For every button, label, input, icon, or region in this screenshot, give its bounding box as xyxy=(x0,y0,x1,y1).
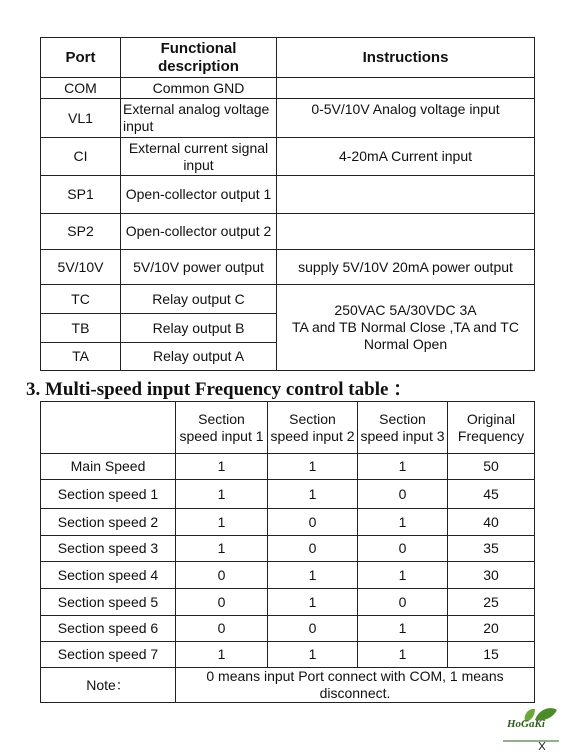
header-section-speed-input-2: Section speed input 2 xyxy=(268,402,358,454)
table-row xyxy=(41,509,535,536)
table-row xyxy=(41,616,535,642)
input-cell: 0 xyxy=(358,480,448,509)
instruction-cell: supply 5V/10V 20mA power output xyxy=(277,250,535,285)
port-cell: TC xyxy=(41,285,121,314)
input-cell: 0 xyxy=(176,562,268,589)
header-section-speed-input-1: Section speed input 1 xyxy=(176,402,268,454)
speed-name-cell: Section speed 6 xyxy=(41,616,176,642)
speed-name-cell: Section speed 5 xyxy=(41,589,176,616)
input-cell: 1 xyxy=(176,480,268,509)
header-functional-description: Functional description xyxy=(121,38,277,78)
instruction-cell: 4-20mA Current input xyxy=(277,138,535,176)
input-cell: 1 xyxy=(358,454,448,480)
frequency-cell: 50 xyxy=(448,454,535,480)
port-table-header xyxy=(41,38,535,78)
input-cell: 0 xyxy=(358,536,448,562)
input-cell: 1 xyxy=(176,536,268,562)
note-text: 0 means input Port connect with COM, 1 means disconnect. xyxy=(176,668,535,703)
port-cell: TA xyxy=(41,343,121,371)
port-cell: SP2 xyxy=(41,214,121,250)
input-cell: 0 xyxy=(358,589,448,616)
header-blank xyxy=(41,402,176,454)
function-cell: Relay output B xyxy=(121,314,277,343)
input-cell: 1 xyxy=(268,480,358,509)
speed-name-cell: Main Speed xyxy=(41,454,176,480)
table-row xyxy=(41,285,535,314)
input-cell: 1 xyxy=(176,454,268,480)
input-cell: 1 xyxy=(268,562,358,589)
input-cell: 0 xyxy=(268,509,358,536)
speed-name-cell: Section speed 3 xyxy=(41,536,176,562)
instruction-cell: 0-5V/10V Analog voltage input xyxy=(277,99,535,138)
frequency-cell: 20 xyxy=(448,616,535,642)
header-instructions: Instructions xyxy=(277,38,535,78)
relay-instruction-cell: 250VAC 5A/30VDC 3A TA and TB Normal Close ,TA and TC Normal Open xyxy=(277,285,535,371)
input-cell: 1 xyxy=(358,616,448,642)
frequency-cell: 30 xyxy=(448,562,535,589)
input-cell: 0 xyxy=(268,616,358,642)
speed-table-header xyxy=(41,402,535,454)
port-cell: 5V/10V xyxy=(41,250,121,285)
port-cell: COM xyxy=(41,78,121,99)
table-row xyxy=(41,562,535,589)
hogaki-logo xyxy=(497,706,563,750)
port-cell: TB xyxy=(41,314,121,343)
function-cell: Relay output C xyxy=(121,285,277,314)
function-cell: Relay output A xyxy=(121,343,277,371)
speed-table-body xyxy=(41,454,535,668)
input-cell: 1 xyxy=(268,642,358,668)
header-original-frequency: Original Frequency xyxy=(448,402,535,454)
port-table xyxy=(40,37,535,371)
port-cell: VL1 xyxy=(41,99,121,138)
function-cell: Common GND xyxy=(121,78,277,99)
header-section-speed-input-3: Section speed input 3 xyxy=(358,402,448,454)
table-row xyxy=(41,99,535,138)
input-cell: 1 xyxy=(268,454,358,480)
speed-name-cell: Section speed 7 xyxy=(41,642,176,668)
instruction-cell xyxy=(277,214,535,250)
function-cell: Open-collector output 1 xyxy=(121,176,277,214)
instruction-cell xyxy=(277,78,535,99)
table-row xyxy=(41,138,535,176)
input-cell: 1 xyxy=(176,509,268,536)
function-cell: Open-collector output 2 xyxy=(121,214,277,250)
table-row xyxy=(41,78,535,99)
header-port: Port xyxy=(41,38,121,78)
table-row xyxy=(41,480,535,509)
frequency-cell: 35 xyxy=(448,536,535,562)
table-row xyxy=(41,536,535,562)
table-row xyxy=(41,589,535,616)
note-row xyxy=(41,668,535,703)
logo-text: HoGaKi xyxy=(507,718,545,730)
section-heading: 3. Multi-speed input Frequency control table ： xyxy=(26,379,413,400)
note-label: Note： xyxy=(41,668,176,703)
port-cell: SP1 xyxy=(41,176,121,214)
input-cell: 1 xyxy=(176,642,268,668)
table-row xyxy=(41,250,535,285)
input-cell: 1 xyxy=(358,562,448,589)
speed-name-cell: Section speed 1 xyxy=(41,480,176,509)
function-cell: External analog voltage input xyxy=(121,99,277,138)
input-cell: 1 xyxy=(358,642,448,668)
table-row xyxy=(41,454,535,480)
instruction-cell xyxy=(277,176,535,214)
input-cell: 0 xyxy=(176,616,268,642)
input-cell: 0 xyxy=(176,589,268,616)
frequency-cell: 45 xyxy=(448,480,535,509)
table-row xyxy=(41,642,535,668)
speed-table xyxy=(40,401,535,703)
frequency-cell: 25 xyxy=(448,589,535,616)
input-cell: 1 xyxy=(268,589,358,616)
input-cell: 0 xyxy=(268,536,358,562)
speed-name-cell: Section speed 4 xyxy=(41,562,176,589)
port-cell: CI xyxy=(41,138,121,176)
function-cell: External current signal input xyxy=(121,138,277,176)
frequency-cell: 15 xyxy=(448,642,535,668)
table-row xyxy=(41,214,535,250)
table-row xyxy=(41,176,535,214)
input-cell: 1 xyxy=(358,509,448,536)
frequency-cell: 40 xyxy=(448,509,535,536)
function-cell: 5V/10V power output xyxy=(121,250,277,285)
speed-name-cell: Section speed 2 xyxy=(41,509,176,536)
